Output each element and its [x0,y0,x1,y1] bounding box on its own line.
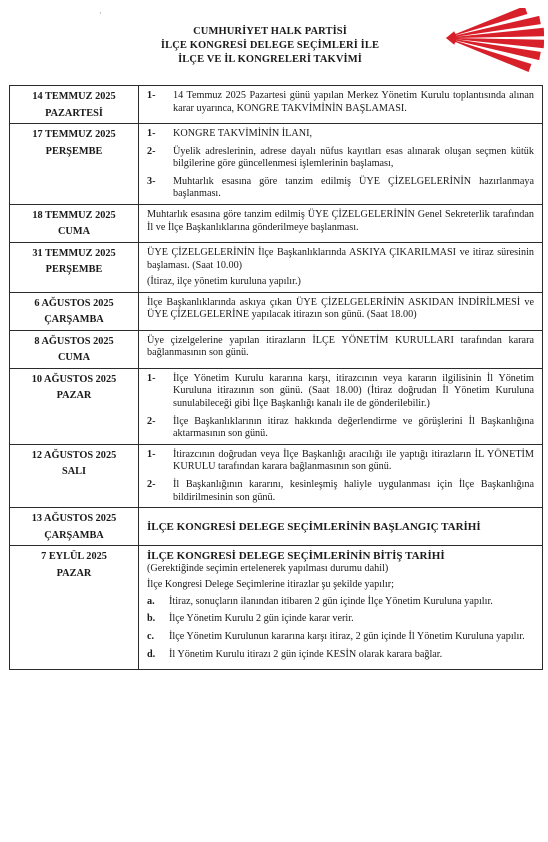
description-cell [139,204,543,242]
date-label: 7 EYLÜL 2025 [41,551,107,563]
item-text: İlçe Yönetim Kurulunun kararına karşı itiraz, 2 gün içinde İl Yönetim Kuruluna yapılır. [169,631,525,643]
milestone-heading: İLÇE KONGRESİ DELEGE SEÇİMLERİNİN BAŞLANGIÇ TARİHİ [147,520,481,533]
date-label: 31 TEMMUZ 2025 [32,247,116,259]
date-label: 6 AĞUSTOS 2025 [34,297,114,309]
weekday-label: CUMA [57,352,91,364]
item-number: 3- [147,175,156,187]
item-text: İlçe Yönetim Kurulu kararına karşı, itirazcının veya kararın ilgilisinin İl Yönetim Kuruluna itirazının son günü. (Saat 18.00) (İtiraz doğrudan İl Yönetim Kuruluna sunulabileceği gibi İlçe Başkanlığı kanalı ile de gönderilebilir.) [173,372,534,409]
description-cell [139,508,543,546]
item-text: İtiraz, sonuçların ilanından itibaren 2 gün içinde İlçe Yönetim Kuruluna yapılır. [169,595,493,607]
description-cell [139,124,543,205]
item-text: İtirazcının doğrudan veya İlçe Başkanlığı aracılığı ile yaptığı itirazların İL YÖNETİM KURULU tarafından karara bağlanmasının son günü. [173,448,534,473]
paragraph: Muhtarlık esasına göre tanzim edilmiş ÜYE ÇİZELGELERİNİN Genel Sekreterlik tarafından İl ve İlçe Başkanlıklarına gönderilmeye başlanması. [147,208,534,233]
date-cell [10,242,139,292]
six-arrows-logo-icon [440,8,544,76]
item-text: İlçe Başkanlıklarının itiraz hakkında değerlendirme ve görüşlerini İl Başkanlığına aktarmasının son günü. [173,415,534,440]
numbered-item [147,128,534,141]
numbered-item [147,373,534,411]
table-row [10,204,543,242]
date-cell [10,124,139,205]
weekday-label: CUMA [57,226,91,238]
table-row [10,292,543,330]
lettered-item [147,649,534,662]
numbered-item [147,146,534,171]
paragraph-note: (Gerektiğinde seçimin ertelenerek yapılması durumu dahil) [147,562,389,574]
table-row [10,330,543,368]
weekday-label: ÇARŞAMBA [44,314,104,326]
description-cell [139,330,543,368]
date-label: 14 TEMMUZ 2025 [32,91,116,102]
date-cell [10,292,139,330]
item-text: 14 Temmuz 2025 Pazartesi günü yapılan Merkez Yönetim Kurulu toplantısında alınan karar uyarınca, KONGRE TAKVİMİNİN BAŞLAMASI. [173,90,534,114]
weekday-label: PAZAR [56,567,92,579]
date-cell [10,444,139,507]
scan-mark: · [99,9,102,18]
title-line-1: CUMHURİYET HALK PARTİSİ [193,26,347,37]
numbered-item [147,416,534,441]
date-label: 18 TEMMUZ 2025 [32,209,116,221]
table-row [10,444,543,507]
date-cell [10,330,139,368]
description-cell [139,86,543,124]
paragraph: İlçe Başkanlıklarında askıya çıkan ÜYE ÇİZELGELERİNİN ASKIDAN İNDİRİLMESİ ve ÜYE ÇİZELGELERİNE yapılacak itirazın son günü. (Saat 18.00) [147,296,534,321]
item-number: 1- [147,128,156,139]
numbered-item [147,479,534,504]
description-cell [139,292,543,330]
date-label: 8 AĞUSTOS 2025 [34,335,114,347]
description-cell [139,368,543,444]
date-cell [10,86,139,124]
milestone-heading: İLÇE KONGRESİ DELEGE SEÇİMLERİNİN BİTİŞ TARİHİ [147,550,445,563]
calendar-table [9,85,543,670]
item-letter: a. [147,595,155,607]
weekday-label: PERŞEMBE [45,145,103,157]
date-label: 10 AĞUSTOS 2025 [31,373,117,385]
paragraph: ÜYE ÇİZELGELERİNİN İlçe Başkanlıklarında ASKIYA ÇIKARILMASI ve itiraz süresinin başlaması. (Saat 10.00) [147,246,534,271]
item-letter: c. [147,631,155,643]
item-text: Muhtarlık esasına göre tanzim edilmiş ÜYE ÇİZELGELERİNİN hazırlanmaya başlanması. [173,175,534,200]
item-letter: b. [147,613,156,625]
description-cell [139,242,543,292]
item-letter: d. [147,648,156,660]
item-text: İl Yönetim Kurulu itirazı 2 gün içinde KESİN olarak karara bağlar. [169,648,443,660]
title-line-2: İLÇE KONGRESİ DELEGE SEÇİMLERİ İLE [160,40,380,51]
paragraph: Üye çizelgelerine yapılan itirazların İLÇE YÖNETİM KURULLARI tarafından karara bağlanmasının son günü. [147,334,534,359]
document-title [100,25,440,67]
numbered-item [147,90,534,115]
table-row [10,508,543,546]
weekday-label: PAZAR [56,390,92,402]
item-number: 2- [147,145,156,157]
item-text: İlçe Yönetim Kurulu 2 gün içinde karar verir. [169,613,354,625]
item-number: 1- [147,90,156,101]
lettered-item [147,596,534,609]
lettered-item [147,631,534,644]
document-header [0,0,548,82]
description-cell [139,444,543,507]
item-number: 2- [147,478,156,490]
date-cell [10,368,139,444]
paragraph-note: (İtiraz, ilçe yönetim kuruluna yapılır.) [147,276,301,288]
item-number: 1- [147,372,156,384]
date-label: 13 AĞUSTOS 2025 [31,513,117,525]
table-row [10,368,543,444]
item-text: Üyelik adreslerinin, adrese dayalı nüfus kayıtları esas alınarak oluşan seçmen kütük bilgilerine göre güncellenmesi işlemlerinin başlaması, [173,145,534,170]
date-label: 12 AĞUSTOS 2025 [31,449,117,461]
item-number: 1- [147,448,156,460]
table-row [10,124,543,205]
date-label: 17 TEMMUZ 2025 [32,129,116,140]
numbered-item [147,449,534,474]
weekday-label: SALI [61,466,87,478]
item-text: İl Başkanlığının kararını, kesinleşmiş haliyle uygulanması için İlçe Başkanlığına bildirilmesinin son günü. [173,478,534,503]
paragraph: İlçe Kongresi Delege Seçimlerine itirazlar şu şekilde yapılır; [147,579,394,591]
date-cell [10,204,139,242]
weekday-label: PAZARTESİ [45,107,103,119]
table-row [10,546,543,670]
table-row [10,242,543,292]
date-cell [10,508,139,546]
numbered-item [147,176,534,201]
lettered-item [147,613,534,626]
date-cell [10,546,139,670]
weekday-label: ÇARŞAMBA [44,529,104,541]
title-line-3: İLÇE VE İL KONGRELERİ TAKVİMİ [178,54,362,65]
item-number: 2- [147,415,156,427]
item-text: KONGRE TAKVİMİNİN İLANI, [173,128,313,139]
weekday-label: PERŞEMBE [45,264,103,276]
table-row [10,86,543,124]
description-cell [139,546,543,670]
